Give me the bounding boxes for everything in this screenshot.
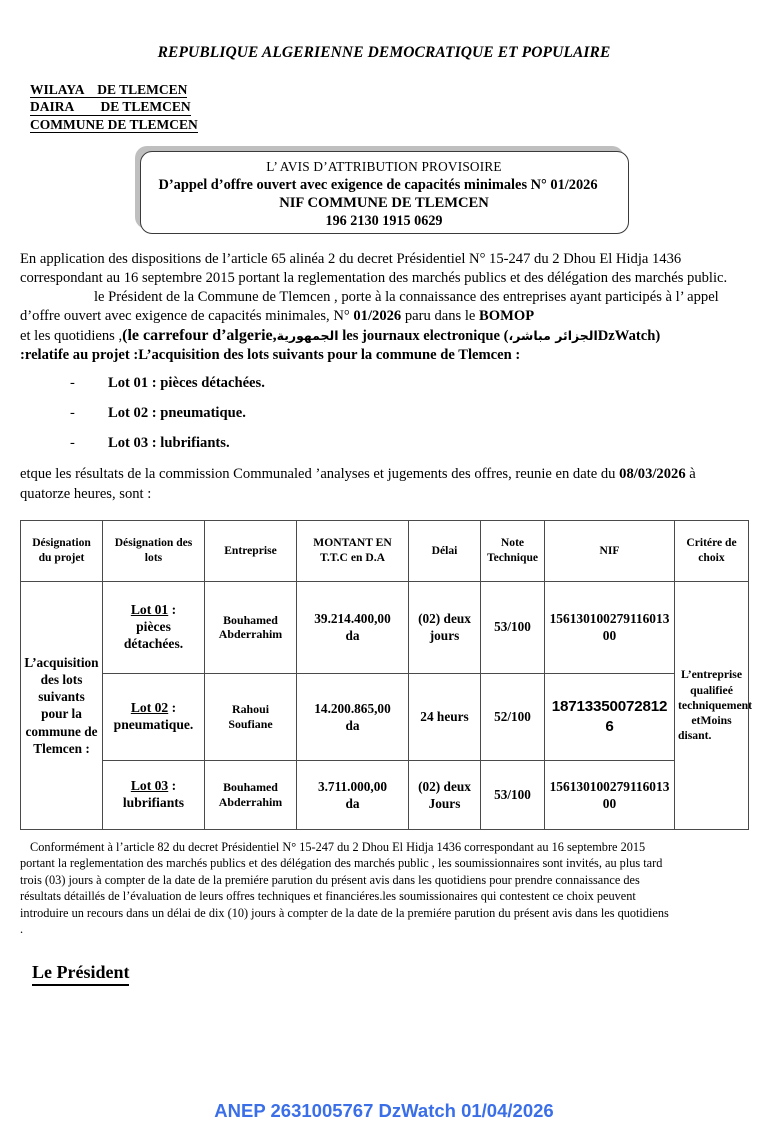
title-line-nif-commune: NIF COMMUNE DE TLEMCEN	[279, 194, 489, 211]
cell-delai	[409, 581, 481, 673]
column-header-designation-projet	[21, 520, 103, 581]
cell-lot-designation	[103, 581, 205, 673]
list-item-label: Lot 03 : lubrifiants.	[108, 435, 230, 452]
title-line-appel-offre: D’appel d’offre ouvert avec exigence de capacités minimales N° 01/2026	[158, 176, 598, 193]
cell-lot-number: Lot 02	[130, 699, 169, 715]
anep-footer: ANEP 2631005767 DzWatch 01/04/2026	[214, 1100, 554, 1121]
lots-list	[70, 375, 748, 452]
republic-title: REPUBLIQUE ALGERIENNE DEMOCRATIQUE ET POPULAIRE	[157, 44, 611, 61]
intro-para3-arabic-2: الجزائر مباشر،	[508, 327, 598, 343]
cell-lot-designation	[103, 673, 205, 760]
cell-delai-l1: (02) deux	[418, 778, 471, 794]
cell-montant	[297, 760, 409, 829]
cell-delai-l2: jours	[429, 628, 460, 644]
col-header-lots-l1: Désignation des	[114, 536, 193, 550]
cell-montant-value: 14.200.865,00	[314, 700, 391, 716]
cell-note-technique: 52/100	[481, 673, 545, 760]
title-line-nif-number: 196 2130 1915 0629	[325, 212, 443, 229]
cell-lot-colon: :	[168, 601, 177, 617]
intro-para2-number: 01/2026	[353, 307, 402, 324]
list-item	[70, 375, 748, 392]
admin-line-commune-text: COMMUNE DE TLEMCEN	[30, 116, 198, 132]
cell-entreprise-l2: Soufiane	[228, 716, 273, 731]
admin-line-wilaya-text: WILAYA DE TLEMCEN	[30, 82, 188, 97]
conformity-line-6: .	[20, 922, 24, 937]
admin-line-commune	[30, 117, 748, 133]
conformity-line-4: résultats détaillés de l’évaluation de leurs offres techniques et financiéres.les soumissionaires qui contestent ce choix peuvent	[20, 889, 636, 904]
table-row	[21, 581, 749, 673]
intro-para3-text-a: et les quotidiens ,	[20, 327, 123, 344]
col-header-note-l2: Technique	[486, 550, 539, 564]
cell-delai	[409, 673, 481, 760]
col-header-projet-l1: Désignation	[32, 536, 91, 550]
conformity-line-1: Conformément à l’article 82 du decret Présidentiel N° 15-247 du 2 Dhou El Hidja 1436 correspondant au 16 septembre 2015	[30, 839, 646, 854]
cell-lot-number: Lot 01	[130, 601, 169, 617]
cell-note-technique: 53/100	[481, 581, 545, 673]
list-item	[70, 435, 748, 452]
cell-montant	[297, 673, 409, 760]
cell-lot-colon: :	[168, 777, 177, 793]
cell-nif: 15613010027911601300	[545, 581, 675, 673]
cell-entreprise-l2: Abderrahim	[218, 627, 283, 642]
column-header-montant	[297, 520, 409, 581]
cell-entreprise	[205, 673, 297, 760]
conformity-paragraph	[20, 839, 748, 938]
col-header-projet-l2: du projet	[38, 550, 85, 564]
cell-entreprise-l1: Rahoui	[231, 702, 269, 717]
intro-paragraph-1: En application des dispositions de l’article 65 alinéa 2 du decret Présidentiel N° 15-247 du 2 Dhou El Hidja 1436 correspondant au 16 septembre 2015 portant la reglementation des marchés publics et des délégation des marchés public.	[20, 250, 728, 286]
cell-lot-colon: :	[168, 699, 177, 715]
conformity-line-3: trois (03) jours à compter de la date de la premiére parution du présent avis dans les quotidiens pour prendre connaissance des	[20, 872, 640, 887]
col-header-lots-l2: lots	[144, 550, 163, 564]
col-header-montant-l2: T.T.C en D.A	[320, 550, 385, 564]
cell-lot-description: lubrifiants	[122, 794, 185, 810]
cell-entreprise-l1: Bouhamed	[223, 612, 278, 627]
intro-para3-journaux: les journaux electronique (	[338, 327, 509, 344]
cell-delai-l2: Jours	[428, 795, 461, 811]
cell-delai	[409, 760, 481, 829]
title-box-frame	[140, 151, 629, 234]
cell-designation-projet: L’acquisition des lots suivants pour la commune de Tlemcen :	[21, 581, 103, 829]
column-header-delai: Délai	[409, 520, 481, 581]
cell-nif: 15613010027911601300	[545, 760, 675, 829]
cell-montant-currency: da	[345, 717, 360, 733]
col-header-critere-l2: choix	[698, 550, 725, 564]
col-header-note-l1: Note	[500, 536, 525, 550]
cell-delai-l1: 24 heurs	[420, 709, 469, 725]
admin-line-wilaya	[30, 82, 748, 98]
results-table	[20, 520, 753, 830]
conformity-line-2: portant la reglementation des marchés publics et des délégation des marchés public , les soumissionnaires sont invités, au plus tard	[20, 856, 663, 871]
cell-lot-description: pneumatique.	[113, 716, 194, 732]
cell-entreprise-l1: Bouhamed	[223, 780, 278, 795]
list-item-label: Lot 02 : pneumatique.	[108, 405, 246, 422]
cell-critere-choix: L’entreprise qualifieé techniquement etMoins disant.	[675, 581, 749, 829]
commission-text-b: à quatorze heures, sont :	[20, 466, 696, 502]
admin-line-daira	[30, 99, 748, 115]
cell-montant-value: 3.711.000,00	[317, 778, 388, 794]
administrative-header	[30, 82, 748, 133]
commission-text-a: etque les résultats de la commission Communaled ’analyses et jugements des offres, reunie en date du	[20, 466, 620, 483]
list-bullet-dash: -	[70, 375, 75, 392]
list-bullet-dash: -	[70, 405, 75, 422]
intro-paragraph-2	[20, 288, 748, 326]
column-header-note-technique	[481, 520, 545, 581]
list-item-label: Lot 01 : pièces détachées.	[108, 375, 265, 392]
intro-para3-carrefour: (le carrefour d’algerie,	[122, 326, 277, 344]
cell-montant	[297, 581, 409, 673]
conformity-line-5: introduire un recours dans un délai de dix (10) jours à compter de la date de la premiére parution du présent avis dans les quotidiens	[20, 905, 669, 920]
cell-entreprise-l2: Abderrahim	[218, 794, 283, 809]
intro-para2-text-a: le Président de la Commune de Tlemcen , porte à la connaissance des entreprises ayant participés à l’ appel d’offre ouvert avec exigence de capacités minimales, N°	[20, 288, 719, 324]
column-header-nif: NIF	[545, 520, 675, 581]
cell-nif: 187133500728126	[545, 673, 675, 760]
cell-montant-currency: da	[345, 795, 360, 811]
commission-results-sentence	[20, 465, 748, 504]
column-header-critere-choix	[675, 520, 749, 581]
column-header-entreprise: Entreprise	[205, 520, 297, 581]
intro-paragraphs	[20, 250, 748, 366]
list-bullet-dash: -	[70, 435, 75, 452]
intro-paragraph-4: :relatife au projet :L’acquisition des lots suivants pour la commune de Tlemcen :	[20, 347, 521, 364]
table-row	[21, 760, 749, 829]
table-header-row	[21, 520, 749, 581]
intro-paragraph-3	[20, 326, 748, 347]
commission-date: 08/03/2026	[619, 466, 686, 483]
cell-entreprise	[205, 581, 297, 673]
notice-title-box	[140, 151, 629, 234]
cell-lot-description: pièces détachées.	[123, 618, 184, 651]
intro-para2-text-b: paru dans le	[401, 307, 480, 324]
cell-entreprise	[205, 760, 297, 829]
signature-block	[20, 938, 748, 986]
intro-para3-dzwatch: DzWatch	[597, 327, 656, 344]
cell-lot-number: Lot 03	[130, 777, 169, 793]
cell-note-technique: 53/100	[481, 760, 545, 829]
admin-line-daira-text: DAIRA DE TLEMCEN	[30, 99, 191, 115]
cell-montant-value: 39.214.400,00	[314, 611, 391, 627]
table-row	[21, 673, 749, 760]
list-item	[70, 405, 748, 422]
column-header-designation-lots	[103, 520, 205, 581]
intro-para2-bomop: BOMOP	[479, 307, 535, 324]
intro-para3-arabic-1: الجمهورية	[276, 327, 339, 343]
cell-delai-l1: (02) deux	[418, 611, 471, 627]
cell-montant-currency: da	[345, 628, 360, 644]
cell-lot-designation	[103, 760, 205, 829]
president-label: Le Président	[32, 962, 129, 986]
title-line-avis: L’ AVIS D’ATTRIBUTION PROVISOIRE	[266, 158, 502, 174]
col-header-critere-l1: Critére de	[686, 536, 737, 550]
col-header-montant-l1: MONTANT EN	[313, 536, 392, 550]
intro-para3-close-paren: )	[655, 327, 661, 344]
